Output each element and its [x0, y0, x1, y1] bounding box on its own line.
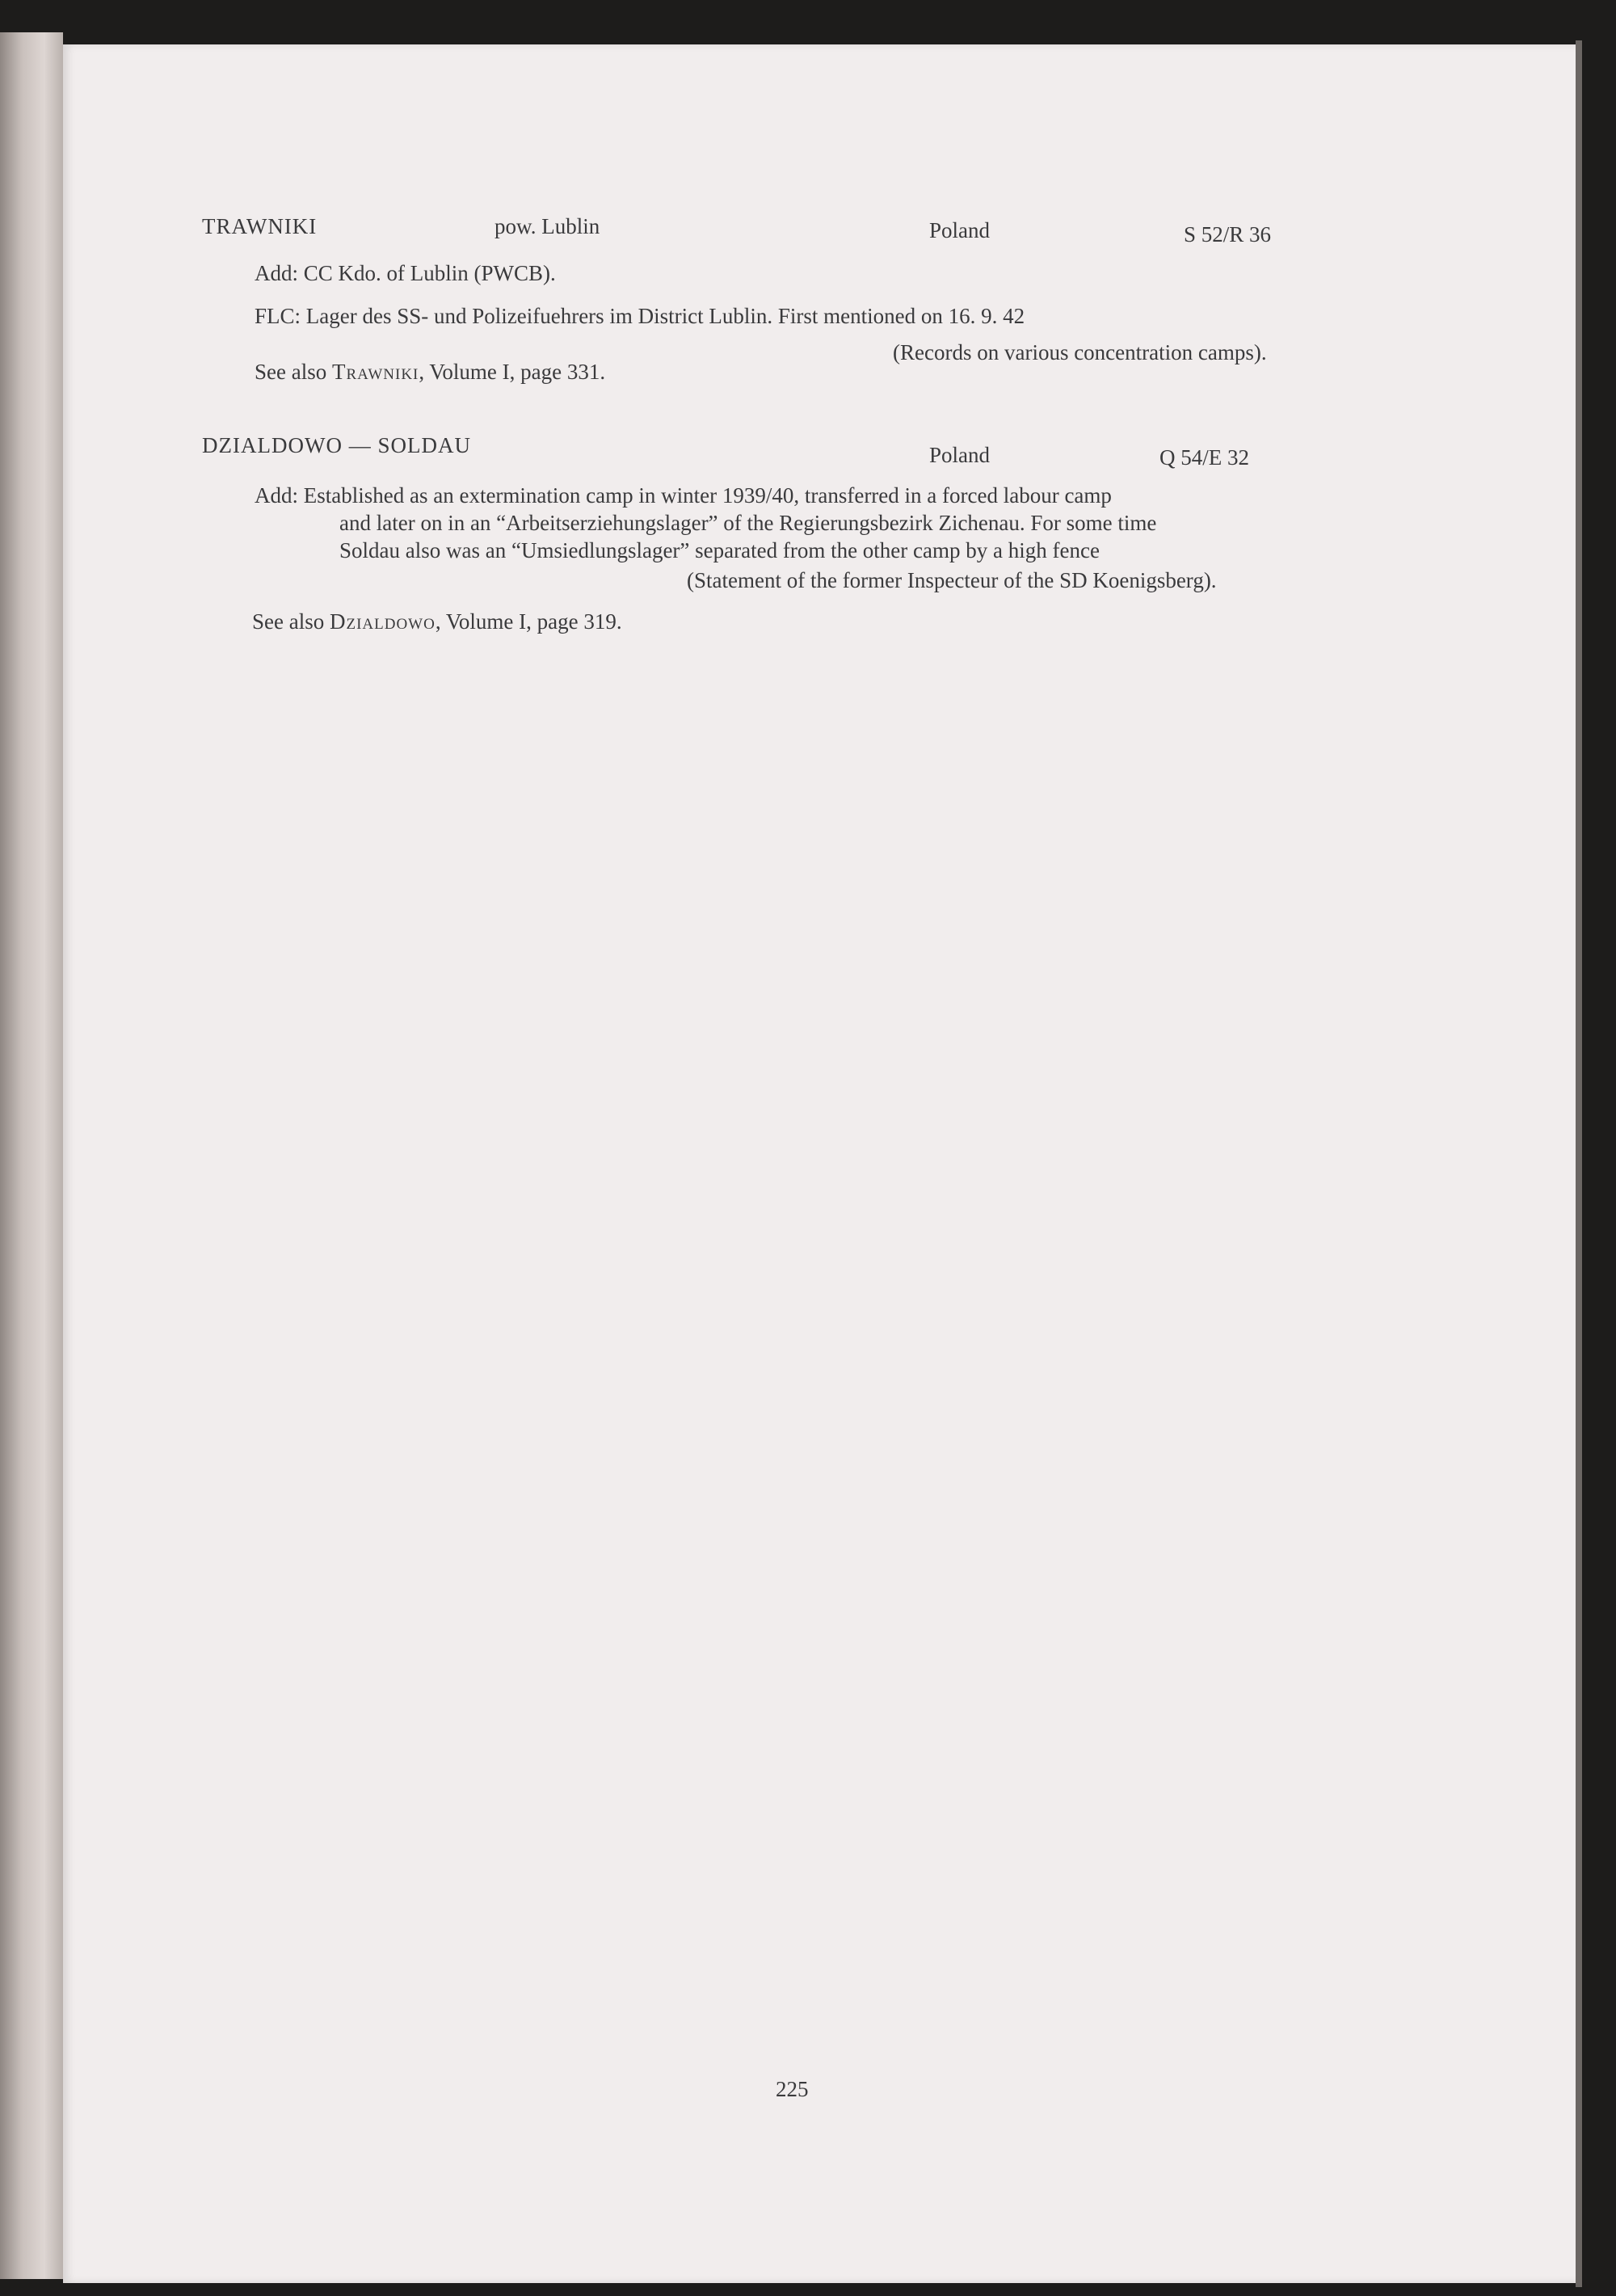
entry-name: TRAWNIKI	[202, 214, 318, 238]
page-number: 225	[776, 2077, 809, 2101]
facing-page-edge	[0, 32, 63, 2279]
entry-add-line: and later on in an “Arbeitserziehungslager” of the Regierungsbezirk Zichenau. For some time	[339, 511, 1157, 535]
see-also-line	[252, 611, 622, 633]
entry-country: Poland	[929, 218, 991, 242]
see-also-name: Dzialdowo	[329, 609, 436, 634]
see-also-name: Trawniki	[331, 360, 419, 384]
entry-flc: FLC: Lager des SS- und Polizeifuehrers im District Lublin. First mentioned on 16. 9. 42	[255, 304, 1025, 328]
entry-country: Poland	[929, 443, 991, 467]
see-also-suffix: , Volume I, page 331.	[419, 360, 606, 384]
entry-name: DZIALDOWO — SOLDAU	[202, 433, 471, 457]
entry-add-line: Soldau also was an “Umsiedlungslager” separated from the other camp by a high fence	[339, 538, 1100, 562]
see-also-line	[255, 361, 605, 383]
page-edge-shadow	[1576, 40, 1582, 2287]
see-also-prefix: See also	[252, 609, 325, 634]
entry-add-source: (Statement of the former Inspecteur of the SD Koenigsberg).	[687, 568, 1217, 592]
see-also-prefix: See also	[255, 360, 327, 384]
see-also-suffix: , Volume I, page 319.	[435, 609, 622, 634]
entry-add-line: Add: Established as an extermination camp in winter 1939/40, transferred in a forced labour camp	[255, 483, 1112, 508]
entry-district: pow. Lublin	[494, 214, 600, 238]
entry-flc-source: (Records on various concentration camps).	[893, 340, 1267, 364]
entry-add: Add: CC Kdo. of Lublin (PWCB).	[255, 261, 556, 285]
entry-map-ref: Q 54/E 32	[1159, 445, 1249, 470]
entry-map-ref: S 52/R 36	[1184, 222, 1272, 246]
